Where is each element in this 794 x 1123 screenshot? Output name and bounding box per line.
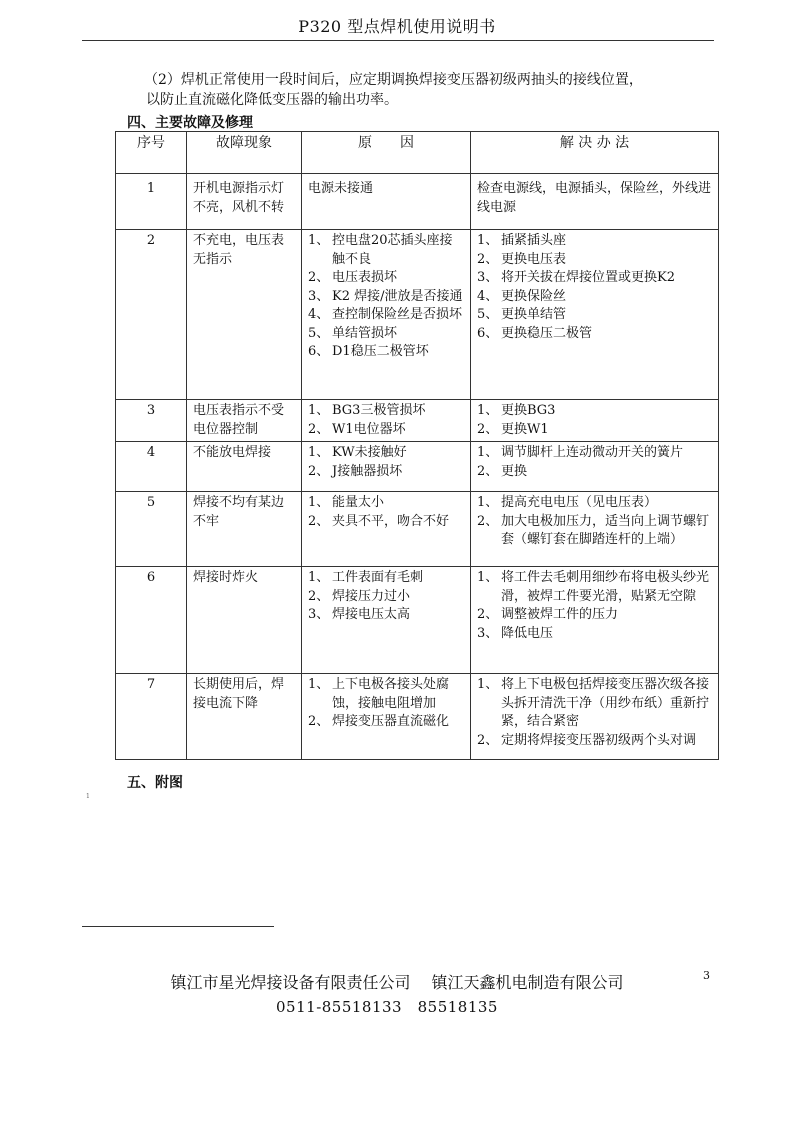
cause-item-number: 1、 (308, 570, 330, 585)
solution-item (477, 232, 712, 251)
col-header-cause: 原 因 (302, 132, 471, 174)
solution-item-text: 调节脚杆上连动微动开关的簧片 (501, 445, 684, 460)
solution-item (477, 676, 712, 732)
col-header-solution: 解 决 办 法 (471, 132, 719, 174)
cause-item (308, 421, 464, 440)
cause-item-text: W1电位器坏 (332, 421, 406, 437)
fault-cause (302, 174, 471, 230)
fault-cause (302, 230, 471, 400)
cause-item-number: 2、 (308, 270, 330, 285)
footnote-rule (82, 926, 274, 927)
solution-item-number: 2、 (477, 251, 499, 267)
cause-item-number: 3、 (308, 607, 330, 622)
col-header-symptom: 故障现象 (187, 132, 302, 174)
cause-list (308, 180, 464, 199)
cause-item (308, 269, 464, 288)
fault-solution (471, 230, 719, 400)
fault-symptom: 焊接不均有某边不牢 (187, 492, 302, 567)
fault-symptom: 不充电，电压表无指示 (187, 230, 302, 400)
cause-item-text: K2 焊接/泄放是否接通 (332, 288, 463, 304)
cause-item (308, 713, 464, 732)
fault-cause (302, 567, 471, 674)
cause-item-text: 单结管损坏 (332, 325, 398, 341)
solution-item (477, 606, 712, 625)
cause-item-text: J接触器损坏 (332, 463, 403, 479)
cause-item-number: 1、 (308, 403, 330, 418)
cause-item-number: 6、 (308, 344, 330, 359)
table-row (116, 174, 719, 230)
cause-list (308, 232, 464, 362)
solution-item-text: 加大电极加压力，适当向上调节螺钉套（螺钉套在脚踏连杆的上端） (501, 513, 710, 547)
cause-item (308, 606, 464, 625)
fault-solution (471, 174, 719, 230)
cause-list (308, 676, 464, 732)
solution-item (477, 625, 712, 644)
solution-item (477, 463, 712, 482)
cause-item (308, 306, 464, 325)
solution-item-text: 插紧插头座 (501, 233, 567, 248)
cause-list (308, 444, 464, 481)
fault-solution (471, 674, 719, 760)
cause-item (308, 494, 464, 513)
cause-item (308, 463, 464, 482)
solution-item-text: 调整被焊工件的压力 (501, 607, 619, 622)
solution-item-text: 将上下电极包括焊接变压器次级各接头拆开清洗干净（用纱布纸）重新拧紧，结合紧密 (501, 677, 710, 729)
cause-item-number: 3、 (308, 288, 330, 304)
fault-solution (471, 400, 719, 442)
solution-item-text: 更换BG3 (501, 403, 556, 418)
solution-item-text: 更换稳压二极管 (501, 325, 593, 341)
solution-item (477, 269, 712, 288)
solution-item (477, 180, 712, 217)
cause-item-number: 1、 (308, 677, 330, 692)
cause-item-number: 1、 (308, 495, 330, 510)
cause-item-text: 焊接电压太高 (332, 607, 411, 622)
solution-item-number: 6、 (477, 325, 499, 341)
cause-item-number: 4、 (308, 307, 330, 322)
fault-symptom: 不能放电焊接 (187, 442, 302, 492)
section-4-heading: 四、主要故障及修理 (127, 115, 253, 131)
page-header-title: P320 型点焊机使用说明书 (298, 17, 496, 36)
page-number: 3 (703, 969, 710, 982)
fault-solution (471, 567, 719, 674)
cause-item-text: 夹具不平，吻合不好 (332, 513, 450, 529)
solution-item (477, 513, 712, 550)
cause-item (308, 676, 464, 713)
solution-item-number: 2、 (477, 513, 499, 529)
cause-item-number: 1、 (308, 445, 330, 460)
cause-item (308, 513, 464, 532)
table-row (116, 230, 719, 400)
solution-item-text: 更换电压表 (501, 251, 567, 267)
solution-item-number: 1、 (477, 570, 499, 585)
fault-symptom: 长期使用后，焊接电流下降 (187, 674, 302, 760)
cause-item (308, 588, 464, 607)
solution-item-number: 2、 (477, 421, 499, 437)
solution-item-text: 更换保险丝 (501, 288, 567, 304)
fault-cause (302, 674, 471, 760)
solution-list (477, 676, 712, 750)
table-header-row (116, 132, 719, 174)
solution-item-number: 1、 (477, 677, 499, 692)
cause-item-text: D1稳压二极管坏 (332, 344, 429, 359)
solution-list (477, 402, 712, 439)
cause-item (308, 180, 464, 199)
solution-item-number: 4、 (477, 288, 499, 304)
solution-item-text: 提高充电电压（见电压表） (501, 495, 658, 510)
solution-item (477, 251, 712, 270)
row-number: 3 (116, 400, 187, 442)
cause-item-number: 2、 (308, 463, 330, 479)
solution-item-number: 1、 (477, 495, 499, 510)
solution-item-number: 3、 (477, 625, 499, 641)
cause-item (308, 343, 464, 362)
solution-item (477, 732, 712, 751)
solution-item-text: 检查电源线，电源插头，保险丝，外线进线电源 (477, 181, 712, 215)
row-number: 2 (116, 230, 187, 400)
solution-item (477, 402, 712, 421)
solution-list (477, 180, 712, 217)
solution-item (477, 569, 712, 606)
solution-item-text: 更换单结管 (501, 307, 567, 322)
cause-item-text: 焊接压力过小 (332, 588, 411, 604)
solution-item-number: 1、 (477, 233, 499, 248)
cause-item-text: 控电盘20芯插头座接触不良 (332, 233, 453, 267)
cause-item (308, 444, 464, 463)
cause-list (308, 569, 464, 625)
solution-item-number: 2、 (477, 607, 499, 622)
cause-item-text: 工件表面有毛刺 (332, 570, 424, 585)
solution-item (477, 421, 712, 440)
note-line-1: （2）焊机正常使用一段时间后，应定期调换焊接变压器初级两抽头的接线位置， (144, 72, 643, 88)
cause-item-number: 2、 (308, 513, 330, 529)
table-row (116, 442, 719, 492)
solution-item-text: 将开关拔在焊接位置或更换K2 (501, 270, 675, 285)
cause-item-text: 电压表损坏 (332, 270, 398, 285)
col-header-number: 序号 (116, 132, 187, 174)
fault-cause (302, 400, 471, 442)
fault-symptom: 开机电源指示灯不亮，风机不转 (187, 174, 302, 230)
fault-symptom: 焊接时炸火 (187, 567, 302, 674)
footer-phone: 0511-85518133 85518135 (276, 998, 498, 1016)
cause-item (308, 402, 464, 421)
solution-item-text: 将工件去毛刺用细纱布将电极头纱光滑，被焊工件要光滑，贴紧无空隙 (501, 570, 710, 604)
cause-item-number: 5、 (308, 325, 330, 341)
fault-symptom: 电压表指示不受电位器控制 (187, 400, 302, 442)
cause-item-text: 上下电极各接头处腐蚀，接触电阻增加 (332, 677, 450, 711)
solution-item-text: 更换 (501, 463, 528, 479)
cause-list (308, 494, 464, 531)
solution-list (477, 569, 712, 643)
solution-item (477, 288, 712, 307)
solution-item-number: 2、 (477, 463, 499, 479)
cause-list (308, 402, 464, 439)
cause-item (308, 325, 464, 344)
solution-item-text: 定期将焊接变压器初级两个头对调 (501, 732, 697, 748)
row-number: 7 (116, 674, 187, 760)
table-row (116, 492, 719, 567)
solution-item (477, 444, 712, 463)
solution-list (477, 494, 712, 550)
row-number: 1 (116, 174, 187, 230)
section-5-heading: 五、附图 (127, 775, 183, 791)
row-number: 6 (116, 567, 187, 674)
fault-table-body (116, 174, 719, 760)
cause-item-text: KW未接触好 (332, 445, 407, 460)
cause-item-text: 能量太小 (332, 495, 385, 510)
cause-item-text: 焊接变压器直流磁化 (332, 714, 450, 729)
cause-item-text: BG3三极管损坏 (332, 403, 426, 418)
table-row (116, 567, 719, 674)
cause-item-number: 2、 (308, 714, 330, 729)
solution-item (477, 325, 712, 344)
footer-company: 镇江市星光焊接设备有限责任公司 镇江天鑫机电制造有限公司 (170, 973, 624, 992)
row-number: 4 (116, 442, 187, 492)
solution-item (477, 494, 712, 513)
solution-item-text: 更换W1 (501, 421, 549, 437)
cause-item-number: 1、 (308, 233, 330, 248)
fault-cause (302, 442, 471, 492)
cause-item-text: 查控制保险丝是否损坏 (332, 307, 463, 322)
fault-cause (302, 492, 471, 567)
solution-item-number: 2、 (477, 732, 499, 748)
solution-item-number: 5、 (477, 307, 499, 322)
solution-list (477, 444, 712, 481)
solution-list (477, 232, 712, 343)
cause-item (308, 569, 464, 588)
solution-item-number: 1、 (477, 445, 499, 460)
table-row (116, 674, 719, 760)
cause-item-number: 2、 (308, 588, 330, 604)
table-row (116, 400, 719, 442)
solution-item-text: 降低电压 (501, 625, 554, 641)
row-number: 5 (116, 492, 187, 567)
header-rule (82, 40, 714, 41)
tiny-mark: 1 (86, 793, 90, 800)
cause-item (308, 288, 464, 307)
note-line-2: 以防止直流磁化降低变压器的输出功率。 (146, 92, 398, 108)
cause-item-number: 2、 (308, 421, 330, 437)
solution-item-number: 3、 (477, 270, 499, 285)
fault-table (115, 131, 719, 760)
cause-item (308, 232, 464, 269)
solution-item-number: 1、 (477, 403, 499, 418)
solution-item (477, 306, 712, 325)
cause-item-text: 电源未接通 (308, 181, 374, 196)
fault-solution (471, 442, 719, 492)
fault-solution (471, 492, 719, 567)
